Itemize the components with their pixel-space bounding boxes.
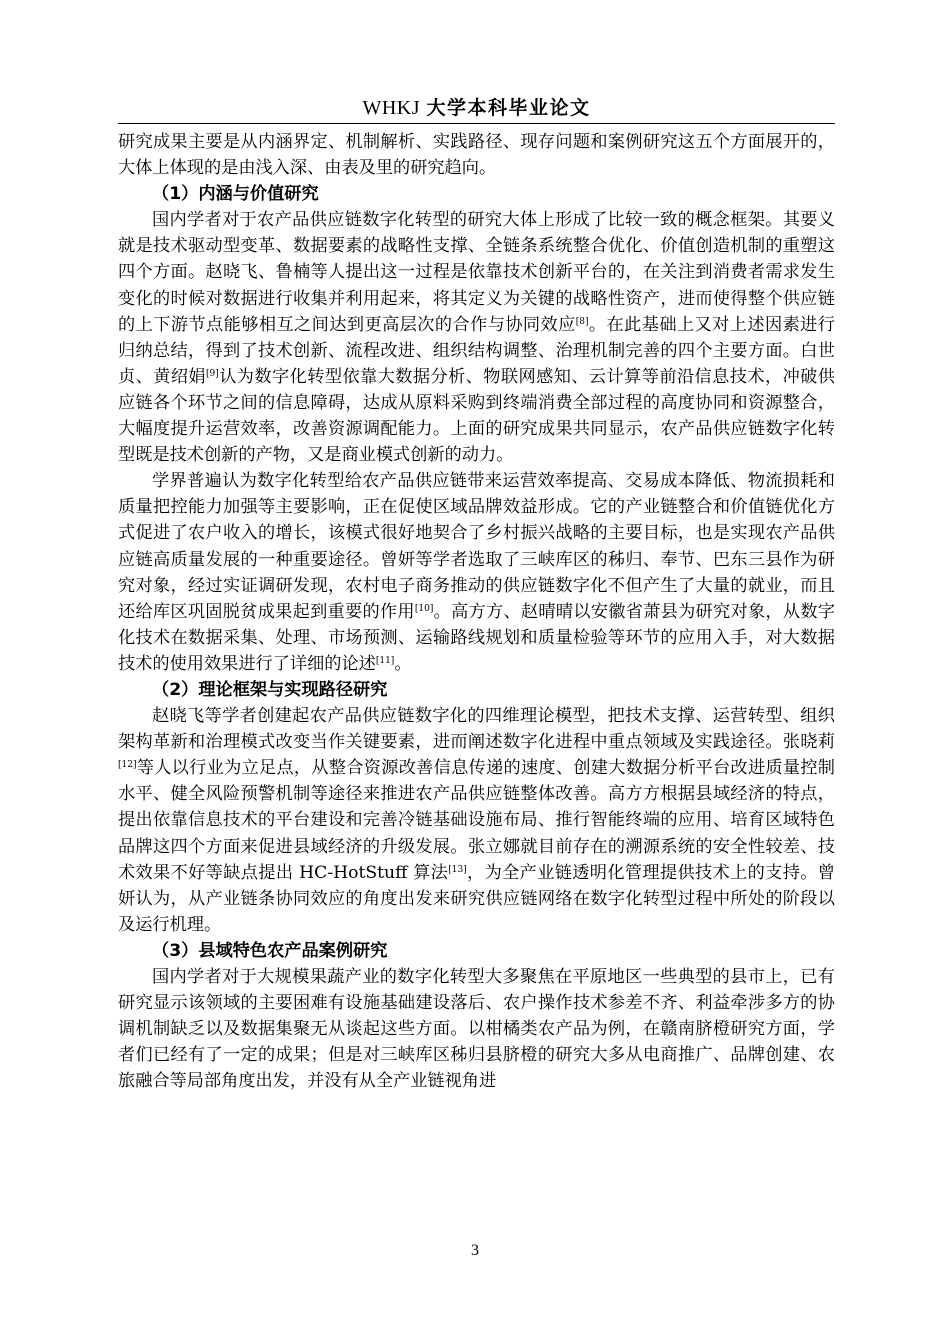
citation-13: [13] — [448, 864, 467, 875]
citation-9: [9] — [206, 368, 219, 379]
citation-11: [11] — [375, 655, 395, 666]
paragraph-1 — [118, 207, 835, 468]
citation-8: [8] — [575, 316, 589, 327]
paragraph-text: 。 — [394, 653, 412, 674]
paragraph-text: 等人以行业为立足点，从整合资源改善信息传递的速度、创建大数据分析平台改进质量控制水平、健全风险预警机制等途径来推进农产品供应链整体改善。高方方根据县域经济的特点，提出依靠信息技术的平台建设和完善冷链基础设施布局、推行智能终端的应用、培育区域特色品牌这四个方面来促进县域经济的升级发展。张立娜就目前存在的溯源系统的安全性较差、技术效果不好等缺点提出 HC-HotStuff 算法 — [118, 758, 835, 883]
page-header — [118, 93, 835, 120]
paragraph-text: ，为全产业链透明化管理提供技术上的支持。曾妍认为，从产业链条协同效应的角度出发来研究供应链网络在数字化转型过程中所处的阶段以及运行机理。 — [118, 862, 835, 935]
citation-12: [12] — [118, 760, 137, 771]
header-title: 大学本科毕业论文 — [426, 97, 591, 119]
page-body — [118, 129, 835, 1094]
header-code: WHKJ — [362, 97, 420, 119]
section-heading-3: （3）县域特色农产品案例研究 — [152, 940, 388, 961]
paragraph-text: 研究成果主要是从内涵界定、机制解析、实践路径、现存问题和案例研究这五个方面展开的，大体上体现的是由浅入深、由表及里的研究趋向。 — [118, 132, 835, 179]
paragraph-2 — [118, 468, 835, 677]
paragraph-3 — [118, 703, 835, 938]
citation-10: [10] — [414, 603, 434, 614]
paragraph-text: 国内学者对于农产品供应链数字化转型的研究大体上形成了比较一致的概念框架。其要义就是技术驱动型变革、数据要素的战略性支撑、全链条系统整合优化、价值创造机制的重塑这四个方面。赵晓飞、鲁楠等人提出这一过程是依靠技术创新平台的，在关注到消费者需求发生变化的时候对数据进行收集并利用起来，将其定义为关键的战略性资产，进而使得整个供应链的上下游节点能够相互之间达到更高层次的合作与协同效应 — [118, 210, 835, 335]
paragraph-text: 国内学者对于大规模果蔬产业的数字化转型大多聚焦在平原地区一些典型的县市上，已有研究显示该领域的主要困难有设施基础建设落后、农户操作技术参差不齐、利益牵涉多方的协调机制缺乏以及数据集聚无从谈起这些方面。以柑橘类农产品为例，在赣南脐橙研究方面，学者们已经有了一定的成果；但是对三峡库区秭归县脐橙的研究大多从电商推广、品牌创建、农旅融合等局部角度出发，并没有从全产业链视角进 — [118, 967, 835, 1092]
section-heading-2: （2）理论框架与实现路径研究 — [152, 679, 388, 700]
header-rule — [118, 123, 835, 124]
paragraph-intro — [118, 129, 835, 181]
paragraph-text: 学界普遍认为数字化转型给农产品供应链带来运营效率提高、交易成本降低、物流损耗和质量把控能力加强等主要影响，正在促使区域品牌效益形成。它的产业链整合和价值链优化方式促进了农户收入的增长，该模式很好地契合了乡村振兴战略的主要目标，也是实现农产品供应链高质量发展的一种重要途径。曾妍等学者选取了三峡库区的秭归、奉节、巴东三县作为研究对象，经过实证调研发现，农村电子商务推动的供应链数字化不但产生了大量的就业，而且还给库区巩固脱贫成果起到重要的作用 — [118, 471, 835, 622]
paragraph-text: 。高方方、赵晴晴以安徽省萧县为研究对象，从数字化技术在数据采集、处理、市场预测、运输路线规划和质量检验等环节的应用入手，对大数据技术的使用效果进行了详细的论述 — [118, 601, 835, 674]
paragraph-4 — [118, 964, 835, 1094]
section-heading-1: （1）内涵与价值研究 — [152, 184, 319, 205]
paragraph-text: 。在此基础上又对上述因素进行归纳总结，得到了技术创新、流程改进、组织结构调整、治理机制完善的四个主要方面。白世贞、黄绍娟 — [118, 314, 835, 387]
paragraph-text: 赵晓飞等学者创建起农产品供应链数字化的四维理论模型，把技术支撑、运营转型、组织架构革新和治理模式改变当作关键要素，进而阐述数字化进程中重点领域及实践途径。张晓莉 — [118, 706, 835, 753]
paragraph-text: 认为数字化转型依靠大数据分析、物联网感知、云计算等前沿信息技术，冲破供应链各个环节之间的信息障碍，达成从原料采购到终端消费全部过程的高度协同和资源整合，大幅度提升运营效率，改善资源调配能力。上面的研究成果共同显示，农产品供应链数字化转型既是技术创新的产物，又是商业模式创新的动力。 — [118, 366, 835, 466]
page-number: 3 — [471, 1242, 479, 1259]
